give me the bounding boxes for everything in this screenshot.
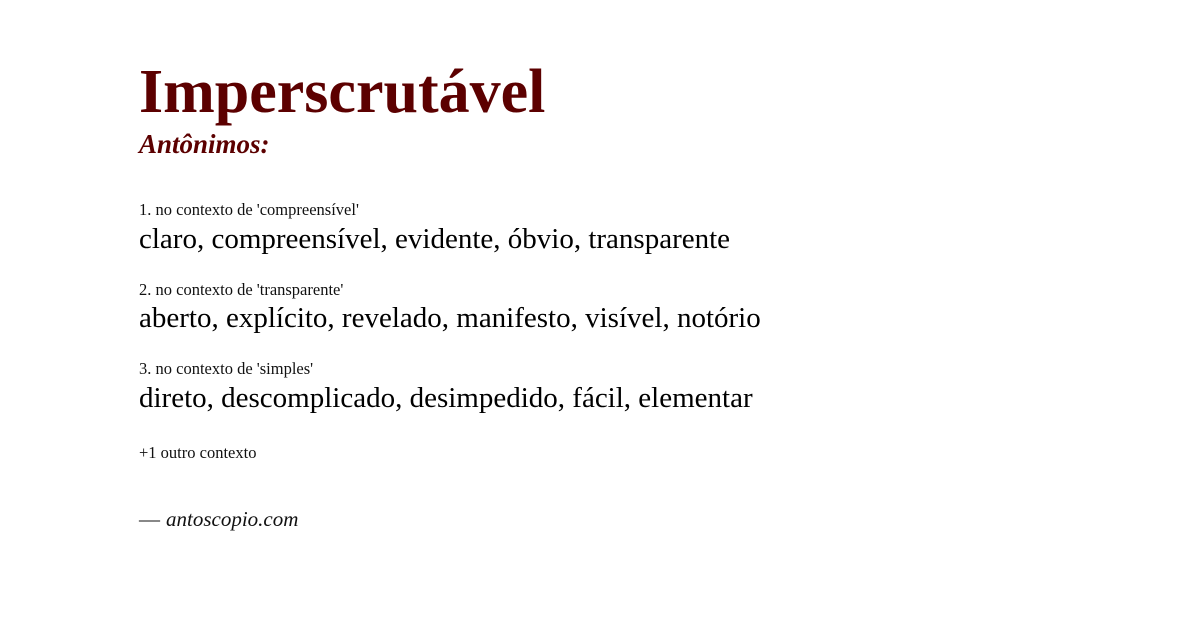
- sense-context-label: 2. no contexto de 'transparente': [139, 279, 344, 299]
- sense-list: [139, 200, 1140, 416]
- sense-synonym-list: aberto, explícito, revelado, manifesto, visível, notório: [139, 302, 761, 335]
- source-attribution: [139, 507, 1140, 532]
- sense-entry: [139, 359, 1140, 416]
- sense-context-label: 1. no contexto de 'compreensível': [139, 200, 359, 219]
- section-subtitle: Antônimos:: [139, 129, 270, 159]
- sense-entry: [139, 280, 1140, 337]
- sense-context-label: 3. no contexto de 'simples': [139, 359, 314, 379]
- source-name: antoscopio.com: [166, 506, 299, 531]
- sense-entry: [139, 200, 1140, 257]
- em-dash-glyph: —: [139, 506, 160, 531]
- page-title: Imperscrutável: [139, 58, 546, 126]
- more-contexts-link[interactable]: +1 outro contexto: [139, 442, 257, 462]
- sense-synonym-list: claro, compreensível, evidente, óbvio, transparente: [139, 222, 731, 255]
- sense-synonym-list: direto, descomplicado, desimpedido, fácil, elementar: [139, 381, 753, 414]
